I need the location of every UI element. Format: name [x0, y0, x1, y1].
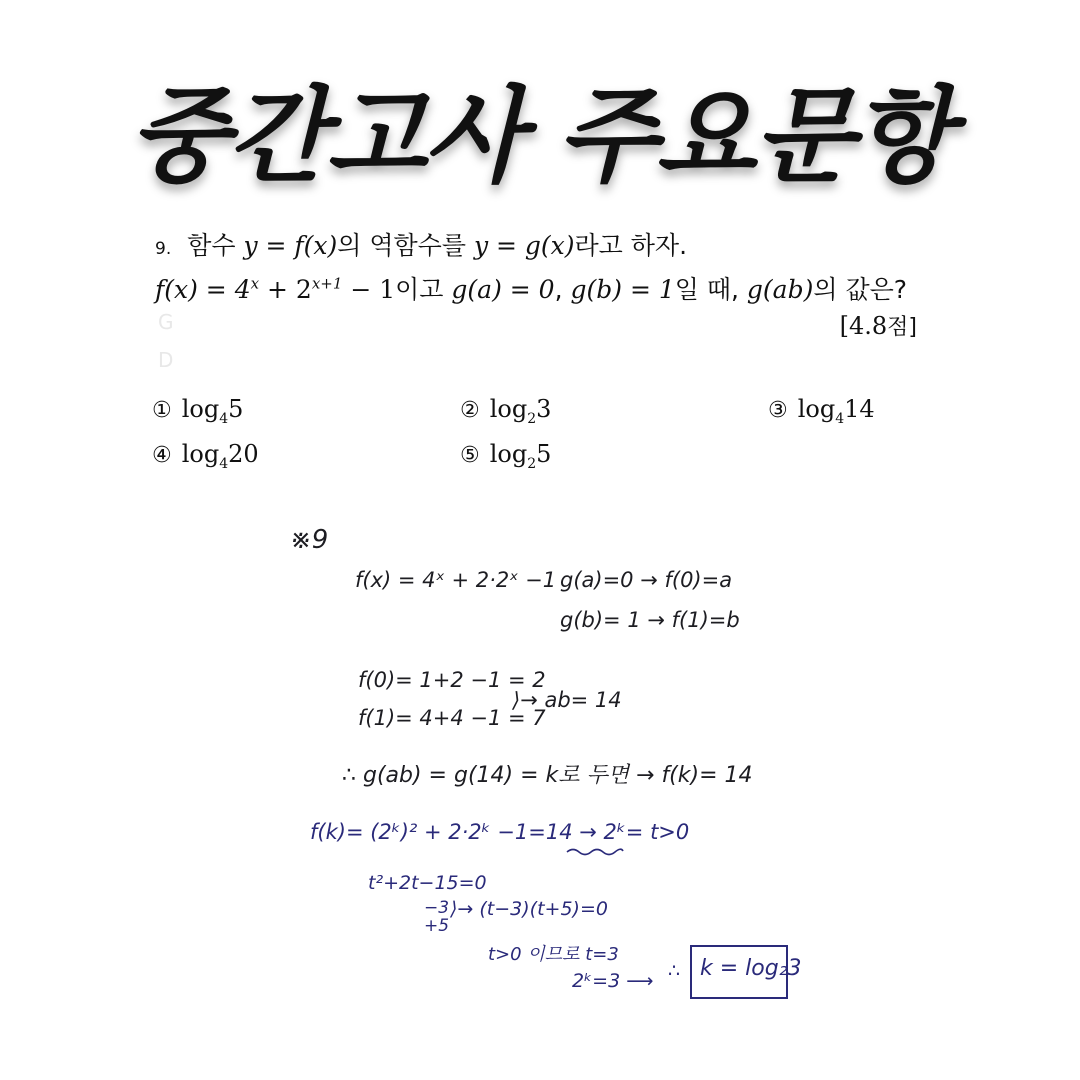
question-text: 함수: [187, 231, 236, 260]
exponent: x+1: [311, 274, 343, 293]
exponent: x: [250, 274, 260, 293]
math-expression: g(ab): [746, 275, 814, 304]
points-unit: 점]: [887, 315, 917, 340]
math-expression: y = f(x): [243, 231, 338, 260]
math-expression: g(a) = 0: [451, 275, 555, 304]
points-label: [840, 310, 917, 341]
choice-log: log: [797, 395, 836, 423]
choice-arg: 5: [536, 440, 552, 468]
math-expression: − 1: [342, 275, 396, 304]
solution-line: −3: [424, 898, 450, 918]
choice-mark: ②: [460, 398, 480, 423]
question-line-1: [155, 226, 687, 262]
solution-line: f(1)= 4+4 −1 = 7: [358, 706, 546, 730]
question-text: 의 값은?: [813, 275, 908, 304]
underline-squiggle-icon: [565, 846, 625, 856]
question-text: 의 역함수를: [337, 231, 466, 260]
choice-base: 4: [219, 455, 229, 472]
solution-line: ∴ g(ab) = g(14) = k로 두면 → f(k)= 14: [342, 763, 753, 788]
choice-4[interactable]: [152, 440, 259, 472]
choice-3[interactable]: [768, 395, 875, 427]
choice-arg: 5: [228, 395, 244, 423]
choice-base: 4: [835, 410, 845, 427]
solution-header: ※9: [290, 525, 329, 555]
page-title: 중간고사 주요문항: [129, 75, 951, 197]
choice-5[interactable]: [460, 440, 551, 472]
choice-log: log: [181, 440, 220, 468]
faint-mark: D: [158, 348, 174, 372]
math-expression: f(x) = 4: [155, 275, 251, 304]
solution-line: f(k)= (2ᵏ)² + 2·2ᵏ −1=14 → 2ᵏ= t>0: [310, 820, 690, 844]
choice-mark: ⑤: [460, 443, 480, 468]
solution-line: t>0 이므로 t=3: [488, 944, 619, 965]
choice-log: log: [489, 440, 528, 468]
choice-base: 2: [527, 410, 537, 427]
question-text: 일 때,: [674, 275, 739, 304]
question-text: ,: [554, 275, 563, 304]
final-answer: k = log₂3: [700, 956, 802, 981]
choice-mark: ④: [152, 443, 172, 468]
solution-line: ∴: [668, 960, 681, 982]
question-line-2: [155, 270, 907, 306]
solution-line: g(a)=0 → f(0)=a: [560, 568, 733, 592]
choice-base: 4: [219, 410, 229, 427]
solution-line: g(b)= 1 → f(1)=b: [560, 608, 740, 632]
choice-mark: ③: [768, 398, 788, 423]
solution-line: t²+2t−15=0: [368, 872, 487, 894]
choice-log: log: [181, 395, 220, 423]
choice-mark: ①: [152, 398, 172, 423]
math-expression: g(b) = 1: [570, 275, 675, 304]
math-expression: + 2: [259, 275, 312, 304]
math-expression: y = g(x): [473, 231, 575, 260]
question-text: 이고: [395, 275, 444, 304]
points-value: [4.8: [839, 312, 888, 340]
solution-line: f(x) = 4ˣ + 2·2ˣ −1: [355, 568, 557, 592]
solution-line: ⟩→ ab= 14: [512, 688, 622, 712]
question-number: 9.: [155, 239, 172, 259]
choice-base: 2: [527, 455, 537, 472]
choice-arg: 3: [536, 395, 552, 423]
choice-2[interactable]: [460, 395, 551, 427]
choice-log: log: [489, 395, 528, 423]
choice-1[interactable]: [152, 395, 243, 427]
faint-mark: G: [158, 310, 174, 334]
question-text: 라고 하자.: [574, 231, 688, 260]
solution-line: f(0)= 1+2 −1 = 2: [358, 668, 546, 692]
choice-arg: 20: [228, 440, 259, 468]
choice-arg: 14: [844, 395, 875, 423]
solution-line: +5: [424, 916, 450, 936]
solution-line: ⟩→ (t−3)(t+5)=0: [450, 898, 608, 920]
solution-line: 2ᵏ=3 ⟶: [572, 970, 654, 992]
